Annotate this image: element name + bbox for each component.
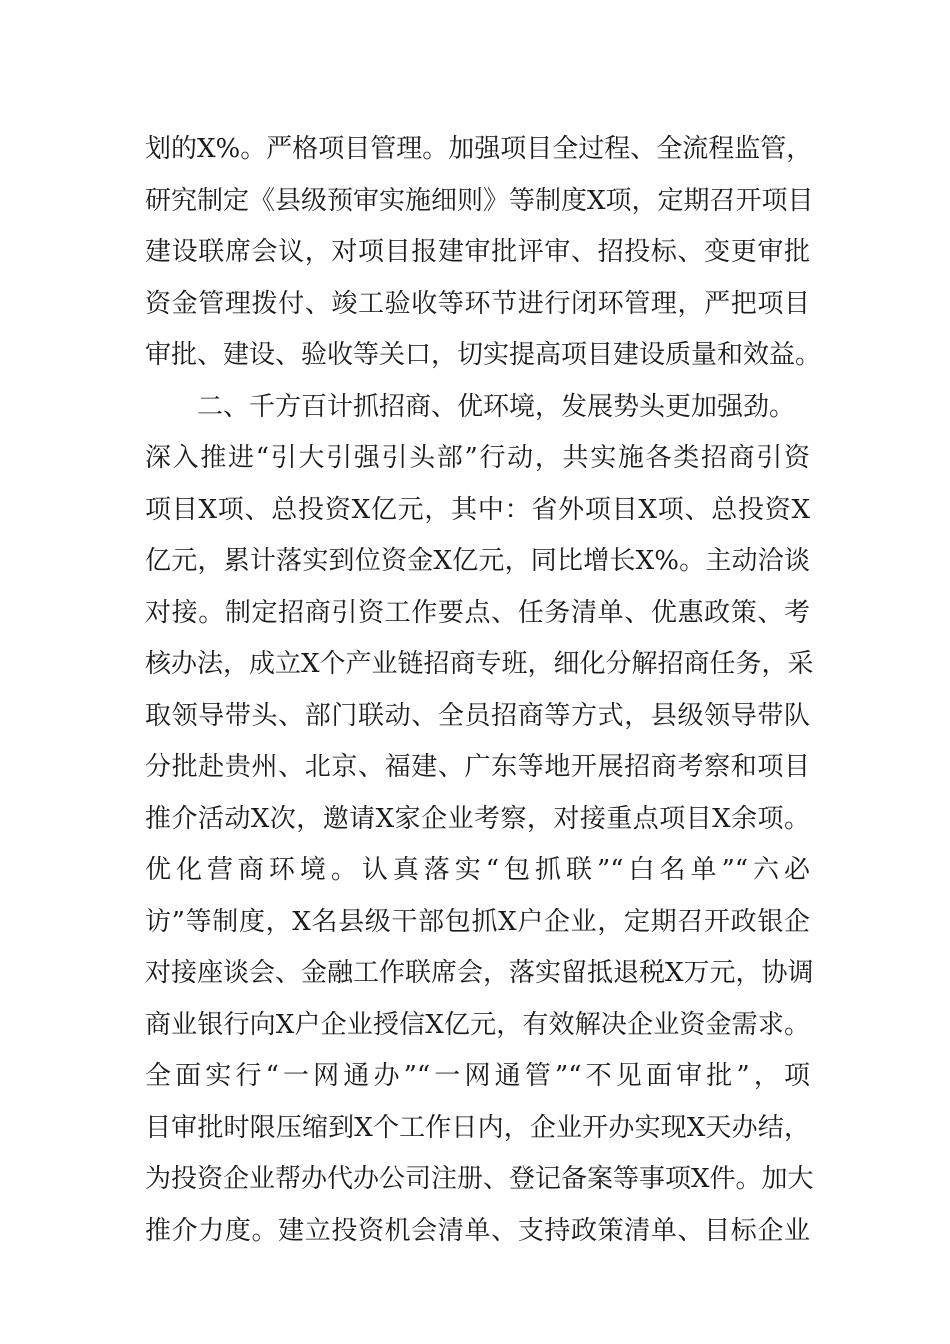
text-line: 对接座谈会、金融工作联席会，落实留抵退税X万元，协调: [145, 958, 814, 988]
text-line: 访”等制度，X名县级干部包抓X户企业，定期召开政银企: [145, 906, 810, 937]
text-line: 取领导带头、部门联动、全员招商等方式，县级领导带队: [145, 700, 810, 731]
text-line: 对接。制定招商引资工作要点、任务清单、优惠政策、考: [145, 597, 810, 628]
text-line: 核办法，成立X个产业链招商专班，细化分解招商任务，采: [145, 649, 814, 679]
text-line: 推介力度。建立投资机会清单、支持政策清单、目标企业: [145, 1215, 810, 1246]
section-heading: 二、千方百计抓招商、优环境，发展势头更加强劲。: [197, 391, 796, 422]
body-text: [145, 124, 822, 1257]
text-line: 推介活动X次，邀请X家企业考察，对接重点项目X余项。: [145, 803, 810, 834]
paragraph-1: [145, 124, 822, 382]
text-line: 建设联席会议，对项目报建审批评审、招投标、变更审批: [145, 237, 810, 267]
text-line: 亿元，累计落实到位资金X亿元，同比增长X%。主动洽谈: [145, 546, 810, 576]
text-line: 研究制定《县级预审实施细则》等制度X项，定期召开项目: [145, 185, 814, 216]
text-line: 全面实行“一网通办”“一网通管”“不见面审批”，项: [145, 1061, 810, 1091]
text-line: 分批赴贵州、北京、福建、广东等地开展招商考察和项目: [145, 752, 810, 782]
text-line: 划的X%。严格项目管理。加强项目全过程、全流程监管，: [145, 134, 813, 164]
text-line: 资金管理拨付、竣工验收等环节进行闭环管理，严把项目: [145, 288, 810, 319]
text-line: 目审批时限压缩到X个工作日内，企业开办实现X天办结，: [145, 1112, 810, 1143]
text-line: 商业银行向X户企业授信X亿元，有效解决企业资金需求。: [145, 1009, 810, 1040]
text-line: 为投资企业帮办代办公司注册、登记备案等事项X件。加大: [145, 1164, 814, 1194]
text-line: 深入推进“引大引强引头部”行动，共实施各类招商引资: [145, 443, 810, 473]
paragraph-2: [145, 382, 814, 1258]
text-line: 项目X项、总投资X亿元，其中：省外项目X项、总投资X: [145, 494, 810, 525]
text-line: 审批、建设、验收等关口，切实提高项目建设质量和效益。: [145, 340, 822, 370]
text-line: 优化营商环境。认真落实“包抓联”“白名单”“六必: [145, 855, 810, 885]
